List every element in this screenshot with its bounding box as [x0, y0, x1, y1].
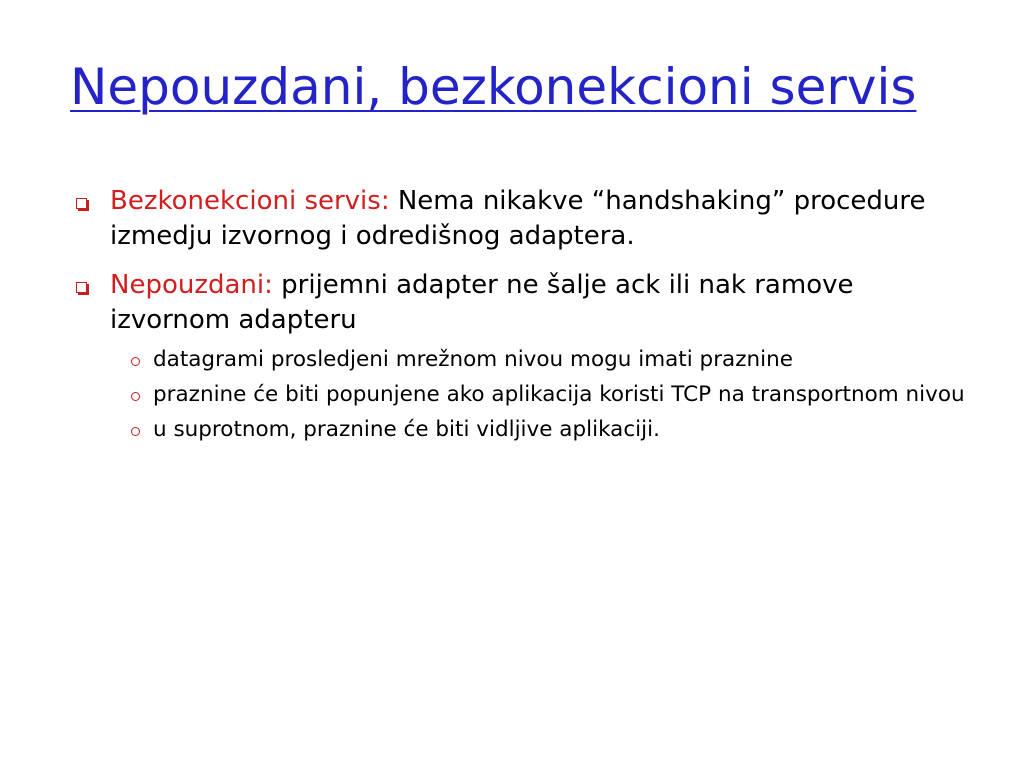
sub-bullet-item — [120, 381, 975, 409]
bullet-lead: Nepouzdani: — [110, 270, 273, 300]
bullet-item — [75, 268, 975, 444]
sub-bullet-item — [120, 346, 975, 374]
circle-bullet-icon — [131, 427, 140, 436]
square-bullet-icon — [76, 198, 87, 209]
sub-bullet-text: datagrami prosledjeni mrežnom nivou mogu imati praznine — [153, 347, 793, 372]
slide-title: Nepouzdani, bezkonekcioni servis — [70, 58, 917, 116]
sub-bullet-text: praznine će biti popunjene ako aplikacija koristi TCP na transportnom nivou — [153, 382, 965, 407]
square-bullet-icon — [76, 282, 87, 293]
sub-bullet-item — [120, 416, 975, 444]
circle-bullet-icon — [131, 357, 140, 366]
bullet-lead: Bezkonekcioni servis: — [110, 186, 390, 216]
bullet-text: prijemni adapter ne šalje ack ili nak ramove izvornom adapteru — [110, 270, 854, 335]
bullet-text: Nema nikakve “handshaking” procedure izmedju izvornog i odredišnog adaptera. — [110, 186, 926, 251]
circle-bullet-icon — [131, 392, 140, 401]
sub-bullet-text: u suprotnom, praznine će biti vidljive aplikaciji. — [153, 417, 660, 442]
bullet-item — [75, 184, 975, 254]
bullet-list — [75, 184, 975, 458]
sub-bullet-list — [110, 346, 975, 444]
